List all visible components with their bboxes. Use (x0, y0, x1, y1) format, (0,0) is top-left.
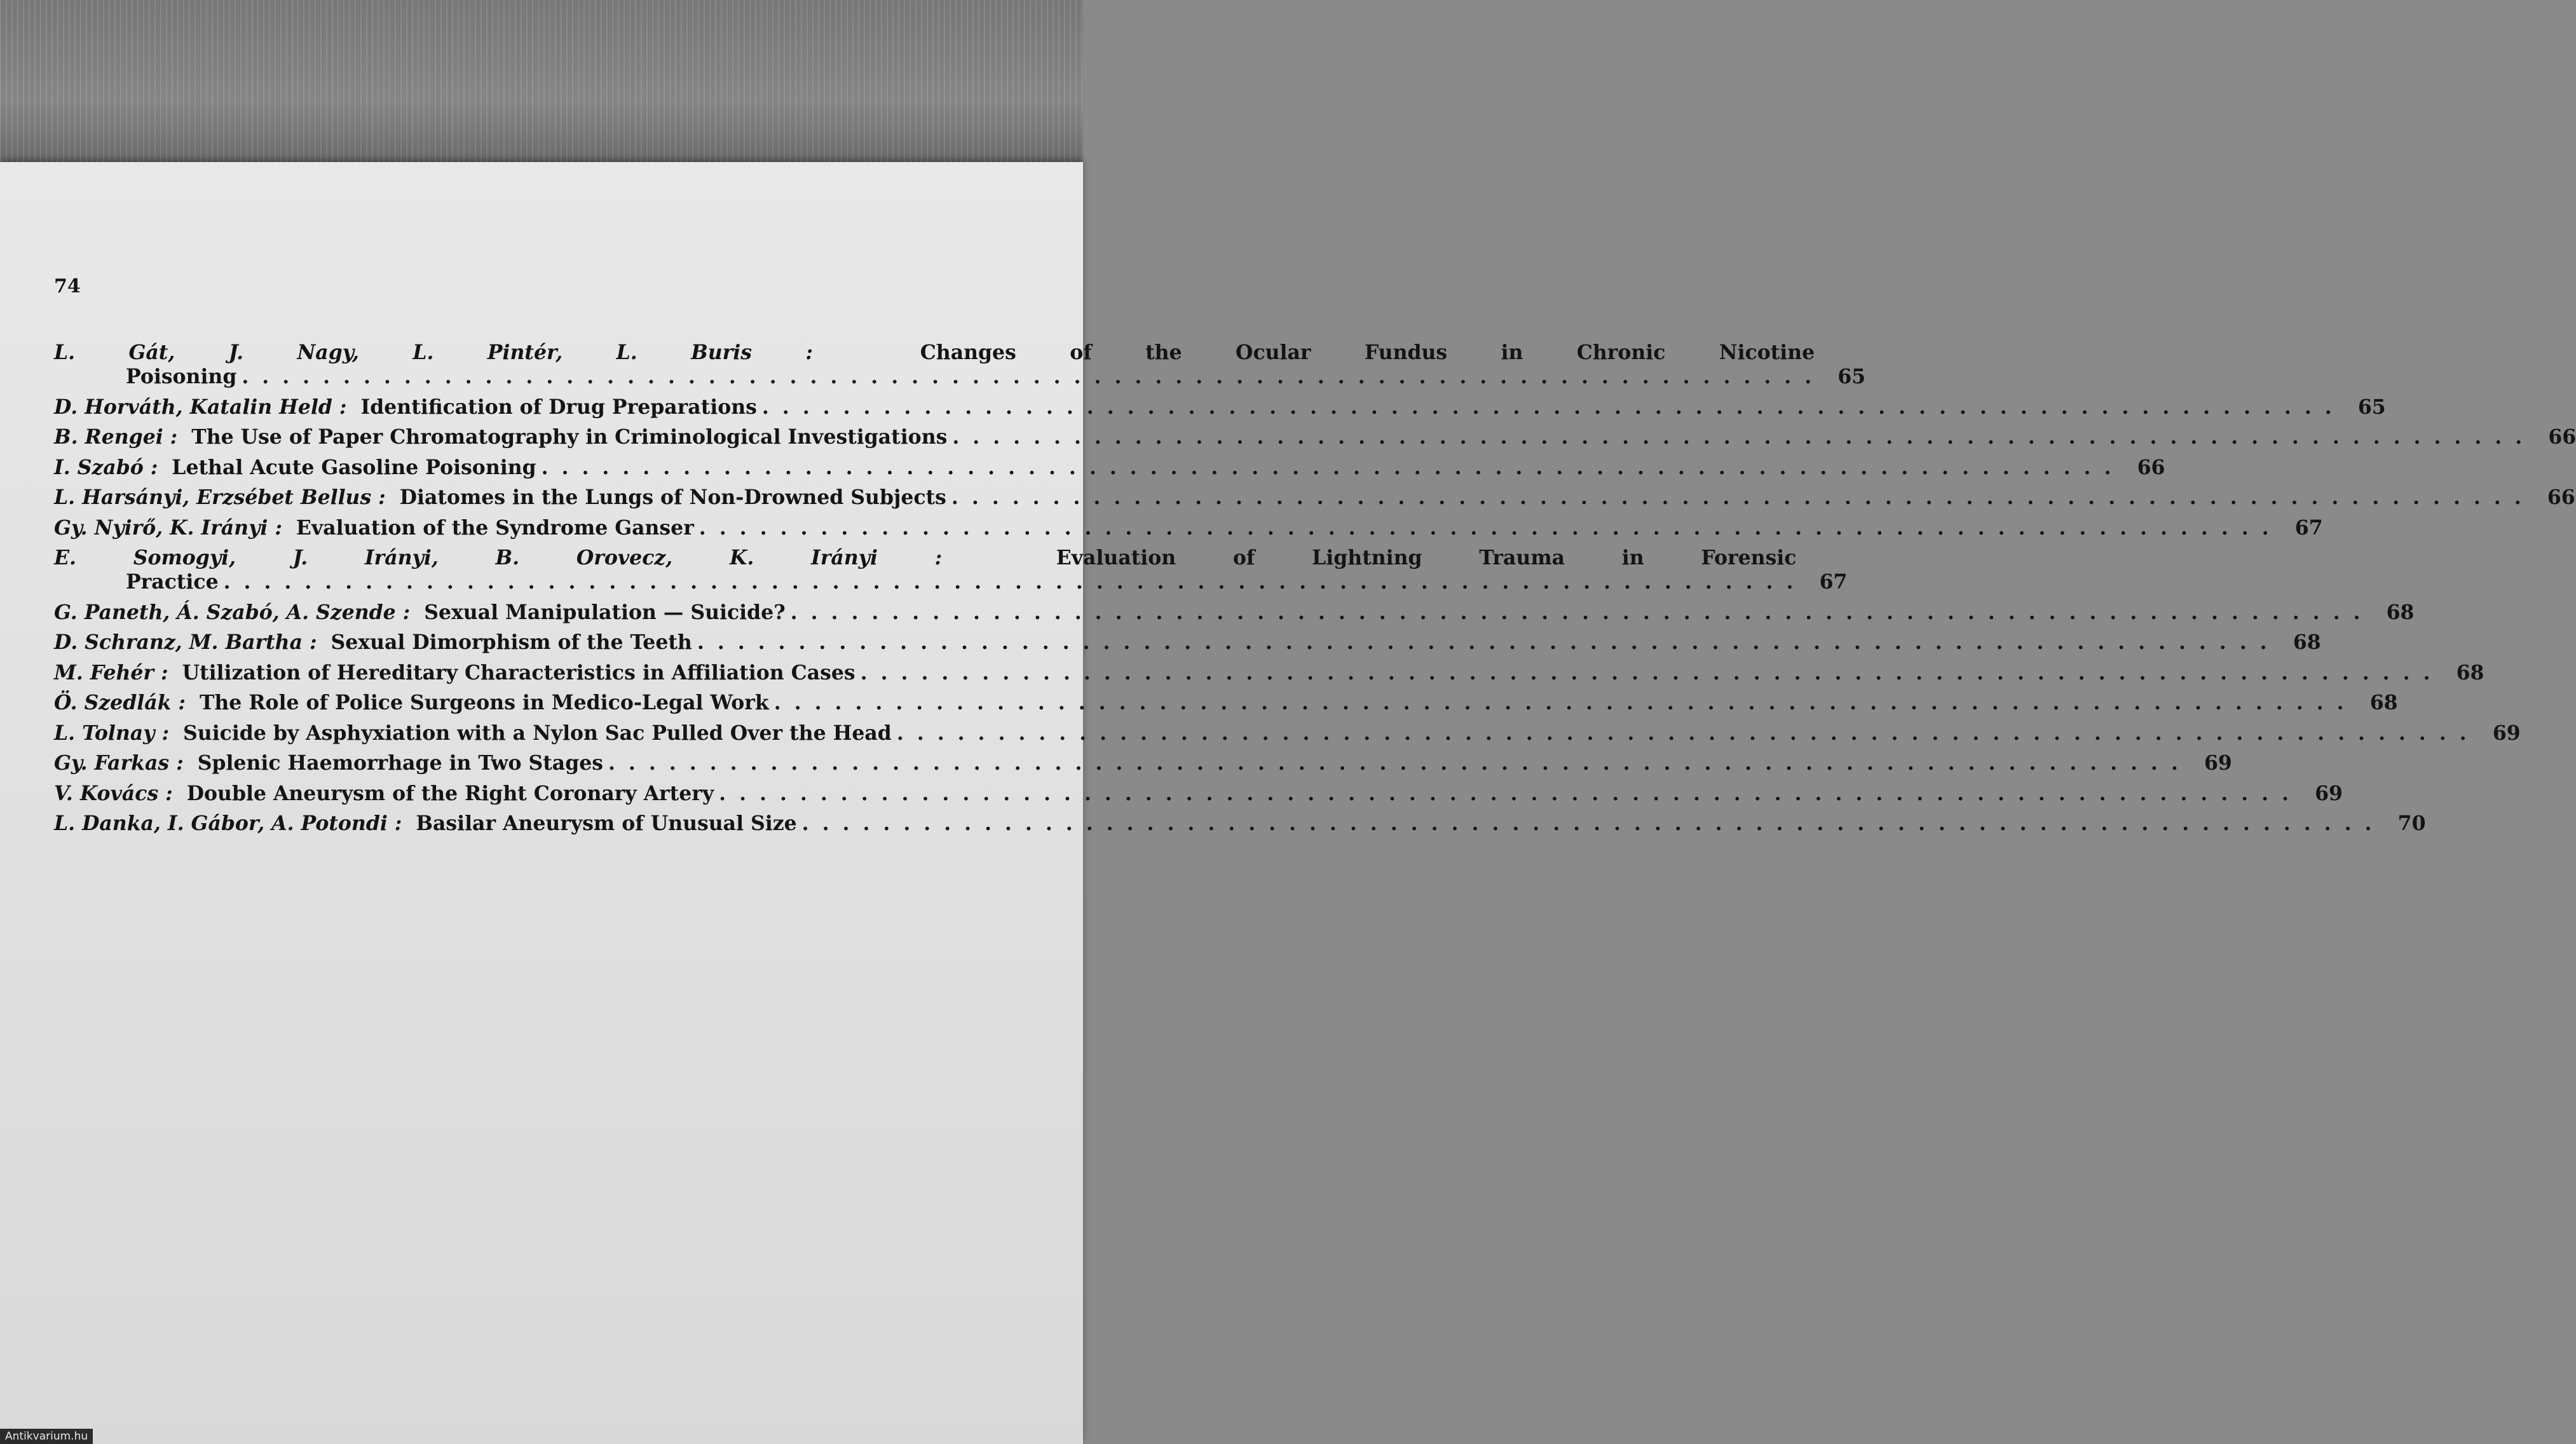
entry-authors: D. Schranz, M. Bartha : (54, 630, 317, 654)
entry-title: Basilar Aneurysm of Unusual Size (416, 812, 797, 835)
entry-authors: D. Horváth, Katalin Held : (54, 395, 347, 419)
dot-leader: . . . . . . . . . . . . . . . . . . . . . . . . . . . . . . . . . . . . . . . . . . . . . . . . . . . . . . . . . . . . . . . . . . . . . . . . . . . . . . (223, 570, 1797, 594)
dot-leader: . . . . . . . . . . . . . . . . . . . . . . . . . . . . . . . . . . . . . . . . . . . . . . . . . . . . . . . . . . . . . . . . . . . . . . . . . . . . . . (541, 455, 2115, 479)
entry-authors: G. Paneth, Á. Szabó, A. Szende : (54, 600, 411, 624)
entry-page: 65 (1837, 365, 1866, 388)
entry-authors: Gy. Farkas : (54, 751, 184, 775)
entry-title: Evaluation of the Syndrome Ganser (296, 515, 694, 540)
entry-title: Splenic Haemorrhage in Two Stages (197, 751, 603, 775)
dot-leader: . . . . . . . . . . . . . . . . . . . . . . . . . . . . . . . . . . . . . . . . . . . . . . . . . . . . . . . . . . . . . . . . . . . . . . . . . . . . . . (699, 515, 2272, 540)
dot-leader: . . . . . . . . . . . . . . . . . . . . . . . . . . . . . . . . . . . . . . . . . . . . . . . . . . . . . . . . . . . . . . . . . . . . . . . . . . . . . . (697, 630, 2270, 654)
entry-title-continued: Practice (126, 570, 219, 594)
table-surface (0, 0, 1083, 167)
dot-leader: . . . . . . . . . . . . . . . . . . . . . . . . . . . . . . . . . . . . . . . . . . . . . . . . . . . . . . . . . . . . . . . . . . . . . . . . . . . . . . (801, 812, 2375, 835)
entry-page: 69 (2204, 751, 2232, 775)
toc-entry (54, 691, 2398, 715)
toc-entry (54, 812, 2426, 836)
dot-leader: . . . . . . . . . . . . . . . . . . . . . . . . . . . . . . . . . . . . . . . . . . . . . . . . . . . . . . . . . . . . . . . . . . . . . . . . . . . . . . (761, 395, 2335, 419)
entry-page: 68 (2369, 691, 2398, 714)
entry-title: Diatomes in the Lungs of Non-Drowned Subjects (399, 486, 946, 509)
toc-entry (54, 751, 2232, 775)
entry-title: The Use of Paper Chromatography in Criminological Investigations (191, 425, 948, 449)
dot-leader: . . . . . . . . . . . . . . . . . . . . . . . . . . . . . . . . . . . . . . . . . . . . . . . . . . . . . . . . . . . . . . . . . . . . . . . . . . . . . . (790, 600, 2364, 624)
entry-title-continued: Poisoning (126, 365, 237, 388)
entry-title: Double Aneurysm of the Right Coronary Artery (186, 781, 714, 805)
entry-title: Evaluation of Lightning Trauma in Forensic (1056, 546, 1797, 569)
entry-authors: I. Szabó : (54, 455, 158, 479)
entry-page: 68 (2293, 630, 2321, 654)
dot-leader: . . . . . . . . . . . . . . . . . . . . . . . . . . . . . . . . . . . . . . . . . . . . . . . . . . . . . . . . . . . . . . . . . . . . . . . . . . . . . . (952, 425, 2526, 449)
entry-title: Sexual Dimorphism of the Teeth (331, 630, 692, 654)
entry-title: Identification of Drug Preparations (360, 395, 757, 419)
toc-entry (54, 425, 2576, 449)
toc-entry (54, 660, 2484, 685)
entry-authors: Ö. Szedlák : (54, 691, 186, 714)
table-of-contents (54, 341, 2576, 842)
entry-title: Suicide by Asphyxiation with a Nylon Sac Pulled Over the Head (183, 721, 892, 745)
entry-title: Changes of the Ocular Fundus in Chronic Nicotine (920, 341, 1815, 364)
dot-leader: . . . . . . . . . . . . . . . . . . . . . . . . . . . . . . . . . . . . . . . . . . . . . . . . . . . . . . . . . . . . . . . . . . . . . . . . . . . . . . (608, 751, 2181, 775)
entry-title: The Role of Police Surgeons in Medico-Legal Work (199, 691, 769, 714)
entry-authors: L. Gát, J. Nagy, L. Pintér, L. Buris : (54, 341, 813, 364)
entry-title: Utilization of Hereditary Characteristics in Affiliation Cases (182, 660, 855, 685)
entry-page: 66 (2137, 455, 2165, 479)
dot-leader: . . . . . . . . . . . . . . . . . . . . . . . . . . . . . . . . . . . . . . . . . . . . . . . . . . . . . . . . . . . . . . . . . . . . . . . . . . . . . . (896, 721, 2470, 745)
entry-page: 67 (2294, 515, 2323, 540)
entry-page: 65 (2357, 395, 2386, 419)
toc-entry (54, 630, 2321, 655)
dot-leader: . . . . . . . . . . . . . . . . . . . . . . . . . . . . . . . . . . . . . . . . . . . . . . . . . . . . . . . . . . . . . . . . . . . . . . . . . . . . . . (773, 691, 2347, 714)
entry-page: 68 (2456, 660, 2484, 685)
entry-authors: L. Harsányi, Erzsébet Bellus : (54, 486, 386, 509)
entry-page: 70 (2397, 812, 2426, 835)
toc-entry (54, 455, 2165, 480)
entry-title: Sexual Manipulation — Suicide? (424, 600, 786, 624)
dot-leader: . . . . . . . . . . . . . . . . . . . . . . . . . . . . . . . . . . . . . . . . . . . . . . . . . . . . . . . . . . . . . . . . . . . . . . . . . . . . . . (719, 781, 2292, 805)
toc-entry (54, 515, 2323, 540)
dot-leader: . . . . . . . . . . . . . . . . . . . . . . . . . . . . . . . . . . . . . . . . . . . . . . . . . . . . . . . . . . . . . . . . . . . . . . . . . . . . . . (951, 486, 2525, 509)
entry-authors: E. Somogyi, J. Irányi, B. Orovecz, K. Irányi : (54, 546, 943, 569)
entry-title: Lethal Acute Gasoline Poisoning (172, 455, 536, 479)
page-number: 74 (54, 275, 81, 297)
entry-authors: L. Danka, I. Gábor, A. Potondi : (54, 812, 402, 835)
toc-entry (54, 546, 1848, 594)
entry-authors: M. Fehér : (54, 660, 168, 685)
toc-entry (54, 721, 2521, 746)
entry-authors: V. Kovács : (54, 781, 173, 805)
entry-authors: B. Rengei : (54, 425, 178, 449)
toc-entry (54, 395, 2386, 419)
entry-authors: Gy. Nyirő, K. Irányi : (54, 515, 282, 540)
entry-page: 67 (1819, 570, 1848, 594)
entry-page: 66 (2548, 425, 2576, 449)
toc-entry (54, 781, 2343, 806)
entry-page: 69 (2315, 781, 2343, 805)
entry-page: 68 (2386, 600, 2415, 624)
watermark: Antikvarium.hu (0, 1429, 93, 1444)
entry-page: 69 (2492, 721, 2521, 745)
toc-entry (54, 486, 2575, 510)
dot-leader: . . . . . . . . . . . . . . . . . . . . . . . . . . . . . . . . . . . . . . . . . . . . . . . . . . . . . . . . . . . . . . . . . . . . . . . . . . . . . . (860, 660, 2434, 685)
toc-entry (54, 600, 2415, 625)
entry-page: 66 (2547, 486, 2575, 509)
dot-leader: . . . . . . . . . . . . . . . . . . . . . . . . . . . . . . . . . . . . . . . . . . . . . . . . . . . . . . . . . . . . . . . . . . . . . . . . . . . . . . (242, 365, 1815, 388)
entry-authors: L. Tolnay : (54, 721, 170, 745)
toc-entry (54, 341, 1866, 389)
